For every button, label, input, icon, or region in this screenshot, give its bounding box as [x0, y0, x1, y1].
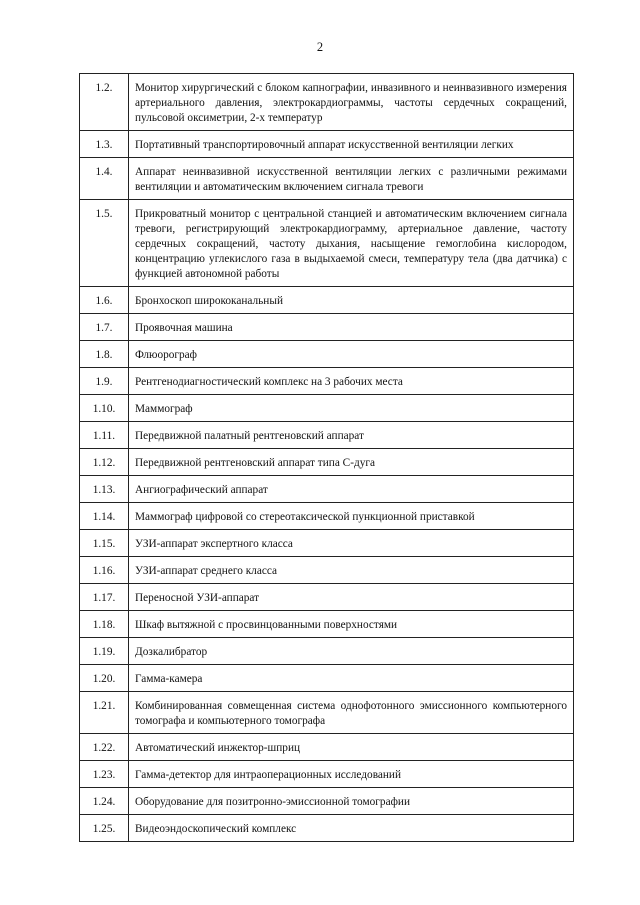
item-description: Шкаф вытяжной с просвинцованными поверхностями [129, 611, 574, 638]
table-row [80, 395, 574, 422]
item-number: 1.4. [80, 158, 129, 200]
item-number: 1.17. [80, 584, 129, 611]
item-description: Оборудование для позитронно-эмиссионной томографии [129, 788, 574, 815]
item-number: 1.20. [80, 665, 129, 692]
table-row [80, 815, 574, 842]
item-number: 1.11. [80, 422, 129, 449]
item-number: 1.14. [80, 503, 129, 530]
item-description: Передвижной палатный рентгеновский аппарат [129, 422, 574, 449]
item-description: Бронхоскоп ширококанальный [129, 287, 574, 314]
table-row [80, 341, 574, 368]
item-description: Гамма-камера [129, 665, 574, 692]
item-description: Рентгенодиагностический комплекс на 3 рабочих места [129, 368, 574, 395]
table-row [80, 74, 574, 131]
item-number: 1.21. [80, 692, 129, 734]
item-number: 1.22. [80, 734, 129, 761]
table-row [80, 584, 574, 611]
item-description: Переносной УЗИ-аппарат [129, 584, 574, 611]
item-number: 1.13. [80, 476, 129, 503]
table-row [80, 761, 574, 788]
item-description: Гамма-детектор для интраоперационных исследований [129, 761, 574, 788]
item-description: Монитор хирургический с блоком капнографии, инвазивного и неинвазивного измерения артериального давления, электрокардиограммы, частоты сердечных сокращений, пульсовой оксиметрии, 2-х температур [129, 74, 574, 131]
table-row [80, 287, 574, 314]
item-description: Маммограф цифровой со стереотаксической пункционной приставкой [129, 503, 574, 530]
item-description: УЗИ-аппарат экспертного класса [129, 530, 574, 557]
item-number: 1.9. [80, 368, 129, 395]
item-number: 1.8. [80, 341, 129, 368]
item-description: Портативный транспортировочный аппарат искусственной вентиляции легких [129, 131, 574, 158]
item-description: Ангиографический аппарат [129, 476, 574, 503]
page-number: 2 [316, 40, 324, 54]
table-row [80, 503, 574, 530]
item-number: 1.3. [80, 131, 129, 158]
item-description: Автоматический инжектор-шприц [129, 734, 574, 761]
item-description: Проявочная машина [129, 314, 574, 341]
item-number: 1.16. [80, 557, 129, 584]
item-description: УЗИ-аппарат среднего класса [129, 557, 574, 584]
table-row [80, 131, 574, 158]
table-row [80, 200, 574, 287]
item-description: Маммограф [129, 395, 574, 422]
item-description: Видеоэндоскопический комплекс [129, 815, 574, 842]
table-row [80, 557, 574, 584]
item-number: 1.2. [80, 74, 129, 131]
item-number: 1.18. [80, 611, 129, 638]
item-number: 1.23. [80, 761, 129, 788]
item-number: 1.19. [80, 638, 129, 665]
table-row [80, 788, 574, 815]
table-row [80, 734, 574, 761]
item-description: Передвижной рентгеновский аппарат типа С-дуга [129, 449, 574, 476]
item-number: 1.15. [80, 530, 129, 557]
table-row [80, 158, 574, 200]
table-row [80, 314, 574, 341]
item-number: 1.25. [80, 815, 129, 842]
equipment-table [79, 73, 574, 842]
item-description: Флюорограф [129, 341, 574, 368]
table-row [80, 611, 574, 638]
table-row [80, 692, 574, 734]
item-number: 1.5. [80, 200, 129, 287]
item-description: Комбинированная совмещенная система однофотонного эмиссионного компьютерного томографа и компьютерного томографа [129, 692, 574, 734]
table-row [80, 530, 574, 557]
equipment-table-body [80, 74, 574, 842]
table-row [80, 665, 574, 692]
table-row [80, 476, 574, 503]
item-number: 1.10. [80, 395, 129, 422]
item-number: 1.12. [80, 449, 129, 476]
item-number: 1.7. [80, 314, 129, 341]
item-description: Аппарат неинвазивной искусственной вентиляции легких с различными режимами вентиляции и автоматическим включением сигнала тревоги [129, 158, 574, 200]
table-row [80, 449, 574, 476]
table-row [80, 422, 574, 449]
item-description: Прикроватный монитор с центральной станцией и автоматическим включением сигнала тревоги, регистрирующий электрокардиограмму, артериальное давление, частоту сердечных сокращений, частоту дыхания, насыщение гемоглобина кислородом, концентрацию углекислого газа в выдыхаемой смеси, температуру тела (два датчика) с функцией автономной работы [129, 200, 574, 287]
item-number: 1.6. [80, 287, 129, 314]
item-description: Дозкалибратор [129, 638, 574, 665]
table-row [80, 638, 574, 665]
table-row [80, 368, 574, 395]
item-number: 1.24. [80, 788, 129, 815]
